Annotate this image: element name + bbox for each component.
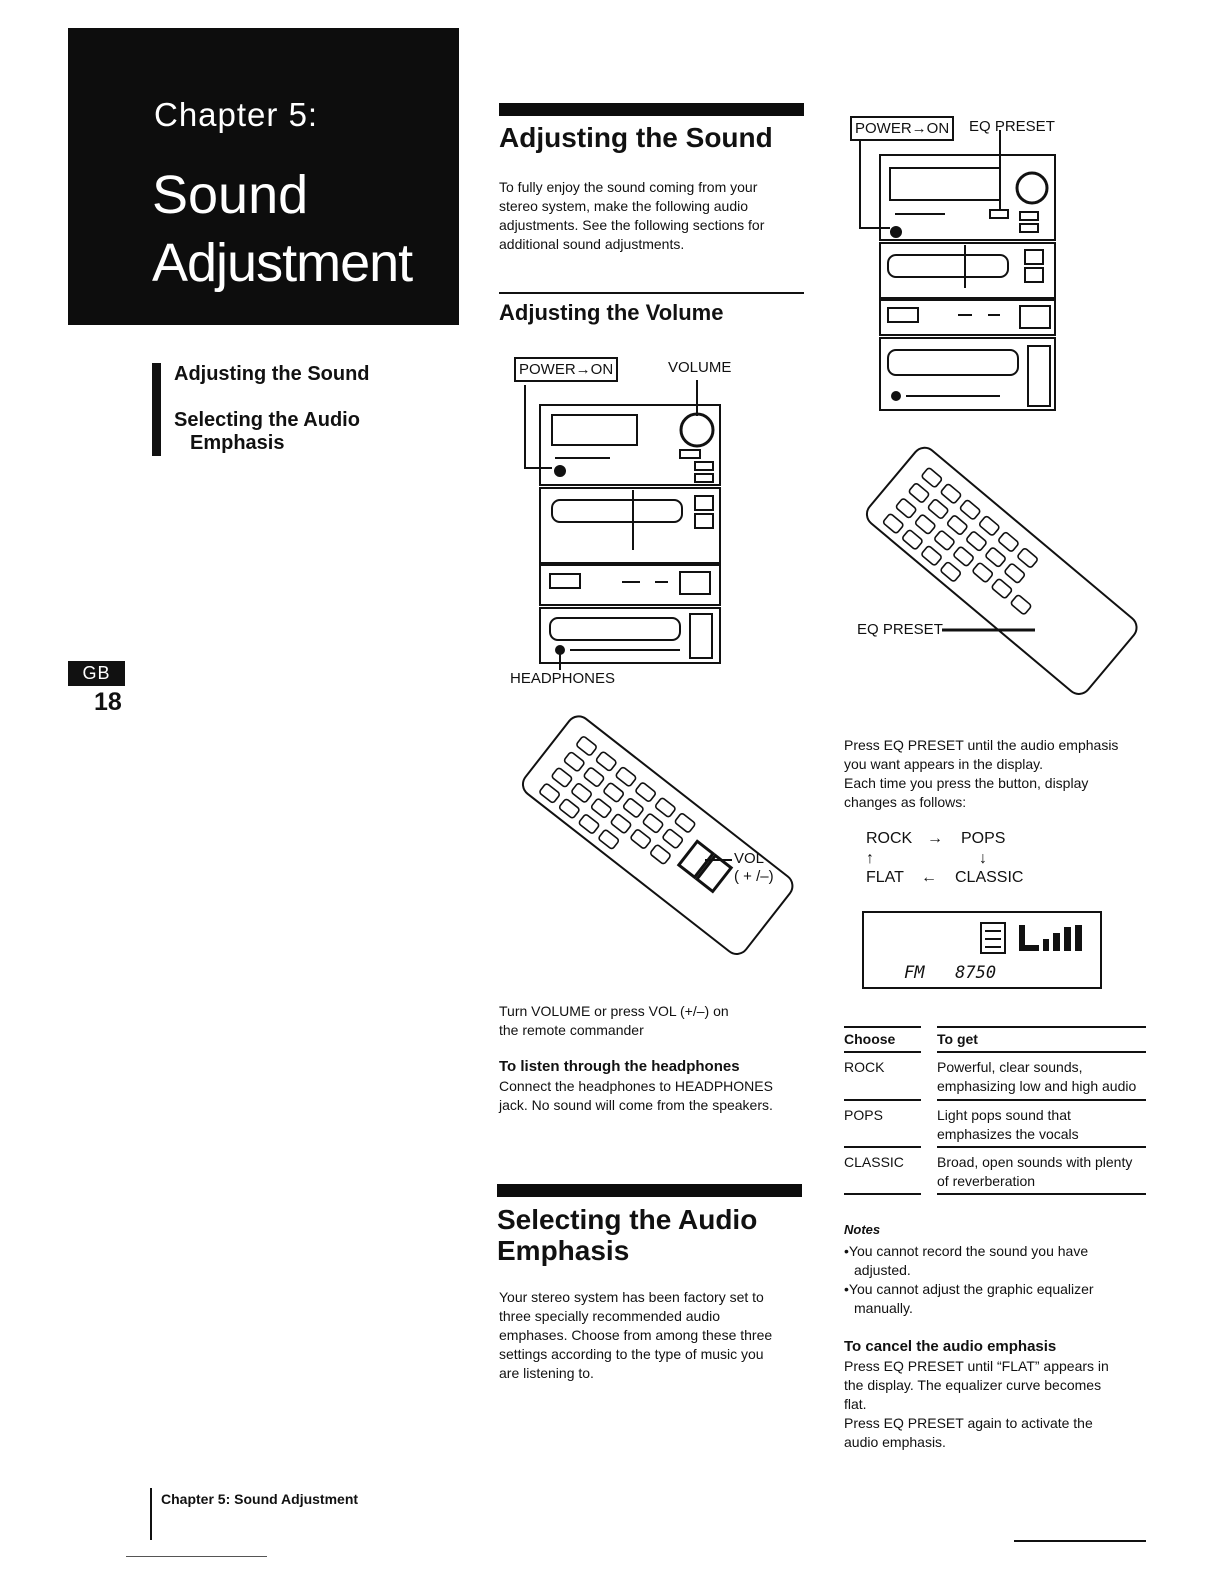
text-line: Light pops sound that [937, 1107, 1071, 1123]
note-item: •You cannot adjust the graphic equalizer [844, 1281, 1094, 1297]
note-item-continued: adjusted. [854, 1262, 911, 1278]
table-rule [937, 1026, 1146, 1028]
eq-preset-remote-label: EQ PRESET [857, 621, 943, 638]
language-badge: GB [68, 661, 125, 686]
text-line: stereo system, make the following audio [499, 198, 749, 214]
text-line: the remote commander [499, 1022, 644, 1038]
chapter-title-line1: Sound [152, 165, 309, 225]
vol-plus-minus-label: ( + /–) [734, 868, 774, 885]
footer-rule [126, 1556, 267, 1557]
table-rule [844, 1099, 921, 1101]
eq-instructions [844, 736, 1154, 812]
table-rule [937, 1051, 1146, 1053]
eq-preset-label: EQ PRESET [969, 118, 1055, 135]
text-line: Powerful, clear sounds, [937, 1059, 1083, 1075]
text-line: Your stereo system has been factory set to [499, 1289, 764, 1305]
section-intro [499, 1288, 809, 1383]
text-line: audio emphasis. [844, 1434, 946, 1450]
stereo-unit-illustration [500, 350, 750, 670]
table-rule [844, 1026, 921, 1028]
contents-item-adjusting-sound[interactable]: Adjusting the Sound [174, 363, 370, 385]
contents-item-emphasis[interactable]: Emphasis [190, 432, 285, 454]
power-on-label: POWER→ON [514, 357, 618, 382]
text-line: are listening to. [499, 1365, 594, 1381]
contents-marker-bar [152, 363, 161, 456]
seq-arrow-up: ↑ [866, 850, 874, 867]
headphones-heading: To listen through the headphones [499, 1058, 740, 1075]
text-line: three specially recommended audio [499, 1308, 721, 1324]
text-line: adjustments. See the following sections for [499, 217, 765, 233]
subsection-title-volume: Adjusting the Volume [499, 300, 724, 325]
cancel-text [844, 1357, 1154, 1452]
seq-arrow-right: → [927, 830, 943, 847]
text-line: Press EQ PRESET again to activate the [844, 1415, 1093, 1431]
chapter-banner [68, 28, 459, 325]
section-title-line1: Selecting the Audio [497, 1204, 758, 1235]
table-rule [844, 1193, 921, 1195]
table-row-pops-choose: POPS [844, 1107, 883, 1123]
cancel-heading: To cancel the audio emphasis [844, 1338, 1057, 1355]
table-rule [937, 1193, 1146, 1195]
table-row-rock-choose: ROCK [844, 1059, 885, 1075]
table-header-to-get: To get [937, 1031, 978, 1047]
display-readout: FM 8750 [904, 963, 997, 983]
subsection-rule [499, 292, 804, 294]
text-line: emphases. Choose from among these three [499, 1327, 773, 1343]
text-line: additional sound adjustments. [499, 236, 685, 252]
table-rule [937, 1146, 1146, 1148]
power-on-label-eq: POWER→ON [850, 116, 954, 141]
section-intro [499, 178, 809, 254]
text-line: To fully enjoy the sound coming from your [499, 179, 758, 195]
text-line: Each time you press the button, display [844, 775, 1089, 791]
text-line: Press EQ PRESET until the audio emphasis [844, 737, 1119, 753]
notes-heading: Notes [844, 1222, 881, 1237]
table-rule [844, 1051, 921, 1053]
seq-arrow-left: ← [921, 869, 937, 886]
chapter-title-line2: Adjustment [152, 233, 413, 293]
text-line: flat. [844, 1396, 867, 1412]
headphones-text [499, 1077, 809, 1115]
footer-bar [150, 1488, 152, 1540]
text-line: the display. The equalizer curve becomes [844, 1377, 1102, 1393]
vol-label: VOL [734, 850, 765, 867]
note-item-continued: manually. [854, 1300, 913, 1316]
seq-arrow-down: ↓ [979, 850, 987, 867]
footer-rule-right [1014, 1540, 1146, 1542]
note-item: •You cannot record the sound you have [844, 1243, 1089, 1259]
stereo-unit-eq-illustration [840, 110, 1070, 420]
text-line: Broad, open sounds with plenty [937, 1154, 1133, 1170]
page-number: 18 [94, 688, 122, 716]
seq-classic: CLASSIC [955, 869, 1024, 886]
text-line: settings according to the type of music you [499, 1346, 764, 1362]
remote-commander-illustration [500, 705, 800, 985]
seq-flat: FLAT [866, 869, 904, 886]
text-line: jack. No sound will come from the speakers. [499, 1097, 773, 1113]
contents-item-selecting-audio[interactable]: Selecting the Audio [174, 409, 360, 431]
text-line: changes as follows: [844, 794, 967, 810]
text-line: Press EQ PRESET until “FLAT” appears in [844, 1358, 1109, 1374]
table-rule [937, 1099, 1146, 1101]
volume-instructions [499, 1002, 809, 1040]
section-title-line2: Emphasis [497, 1235, 630, 1266]
volume-label: VOLUME [668, 359, 732, 376]
equalizer-graphic-icon [979, 919, 1099, 959]
table-row-rock-get [937, 1058, 1136, 1096]
table-header-choose: Choose [844, 1031, 896, 1047]
text-line: Connect the headphones to HEADPHONES [499, 1078, 773, 1094]
section-title-adjusting-sound: Adjusting the Sound [499, 122, 773, 153]
section-rule [499, 103, 804, 116]
section-rule [497, 1184, 802, 1197]
table-row-pops-get [937, 1106, 1079, 1144]
table-rule [844, 1146, 921, 1148]
text-line: Turn VOLUME or press VOL (+/–) on [499, 1003, 729, 1019]
table-row-classic-choose: CLASSIC [844, 1154, 904, 1170]
seq-pops: POPS [961, 830, 1006, 847]
notes-list [844, 1242, 1144, 1318]
text-line: you want appears in the display. [844, 756, 1043, 772]
remote-commander-eq-illustration [850, 440, 1140, 710]
table-row-classic-get [937, 1153, 1132, 1191]
headphones-label: HEADPHONES [510, 670, 616, 687]
text-line: emphasizing low and high audio [937, 1078, 1137, 1094]
display-panel [862, 911, 1102, 989]
chapter-number: Chapter 5: [154, 96, 319, 133]
footer-text: Chapter 5: Sound Adjustment [161, 1491, 359, 1507]
seq-rock: ROCK [866, 830, 913, 847]
text-line: emphasizes the vocals [937, 1126, 1079, 1142]
text-line: of reverberation [937, 1173, 1036, 1189]
